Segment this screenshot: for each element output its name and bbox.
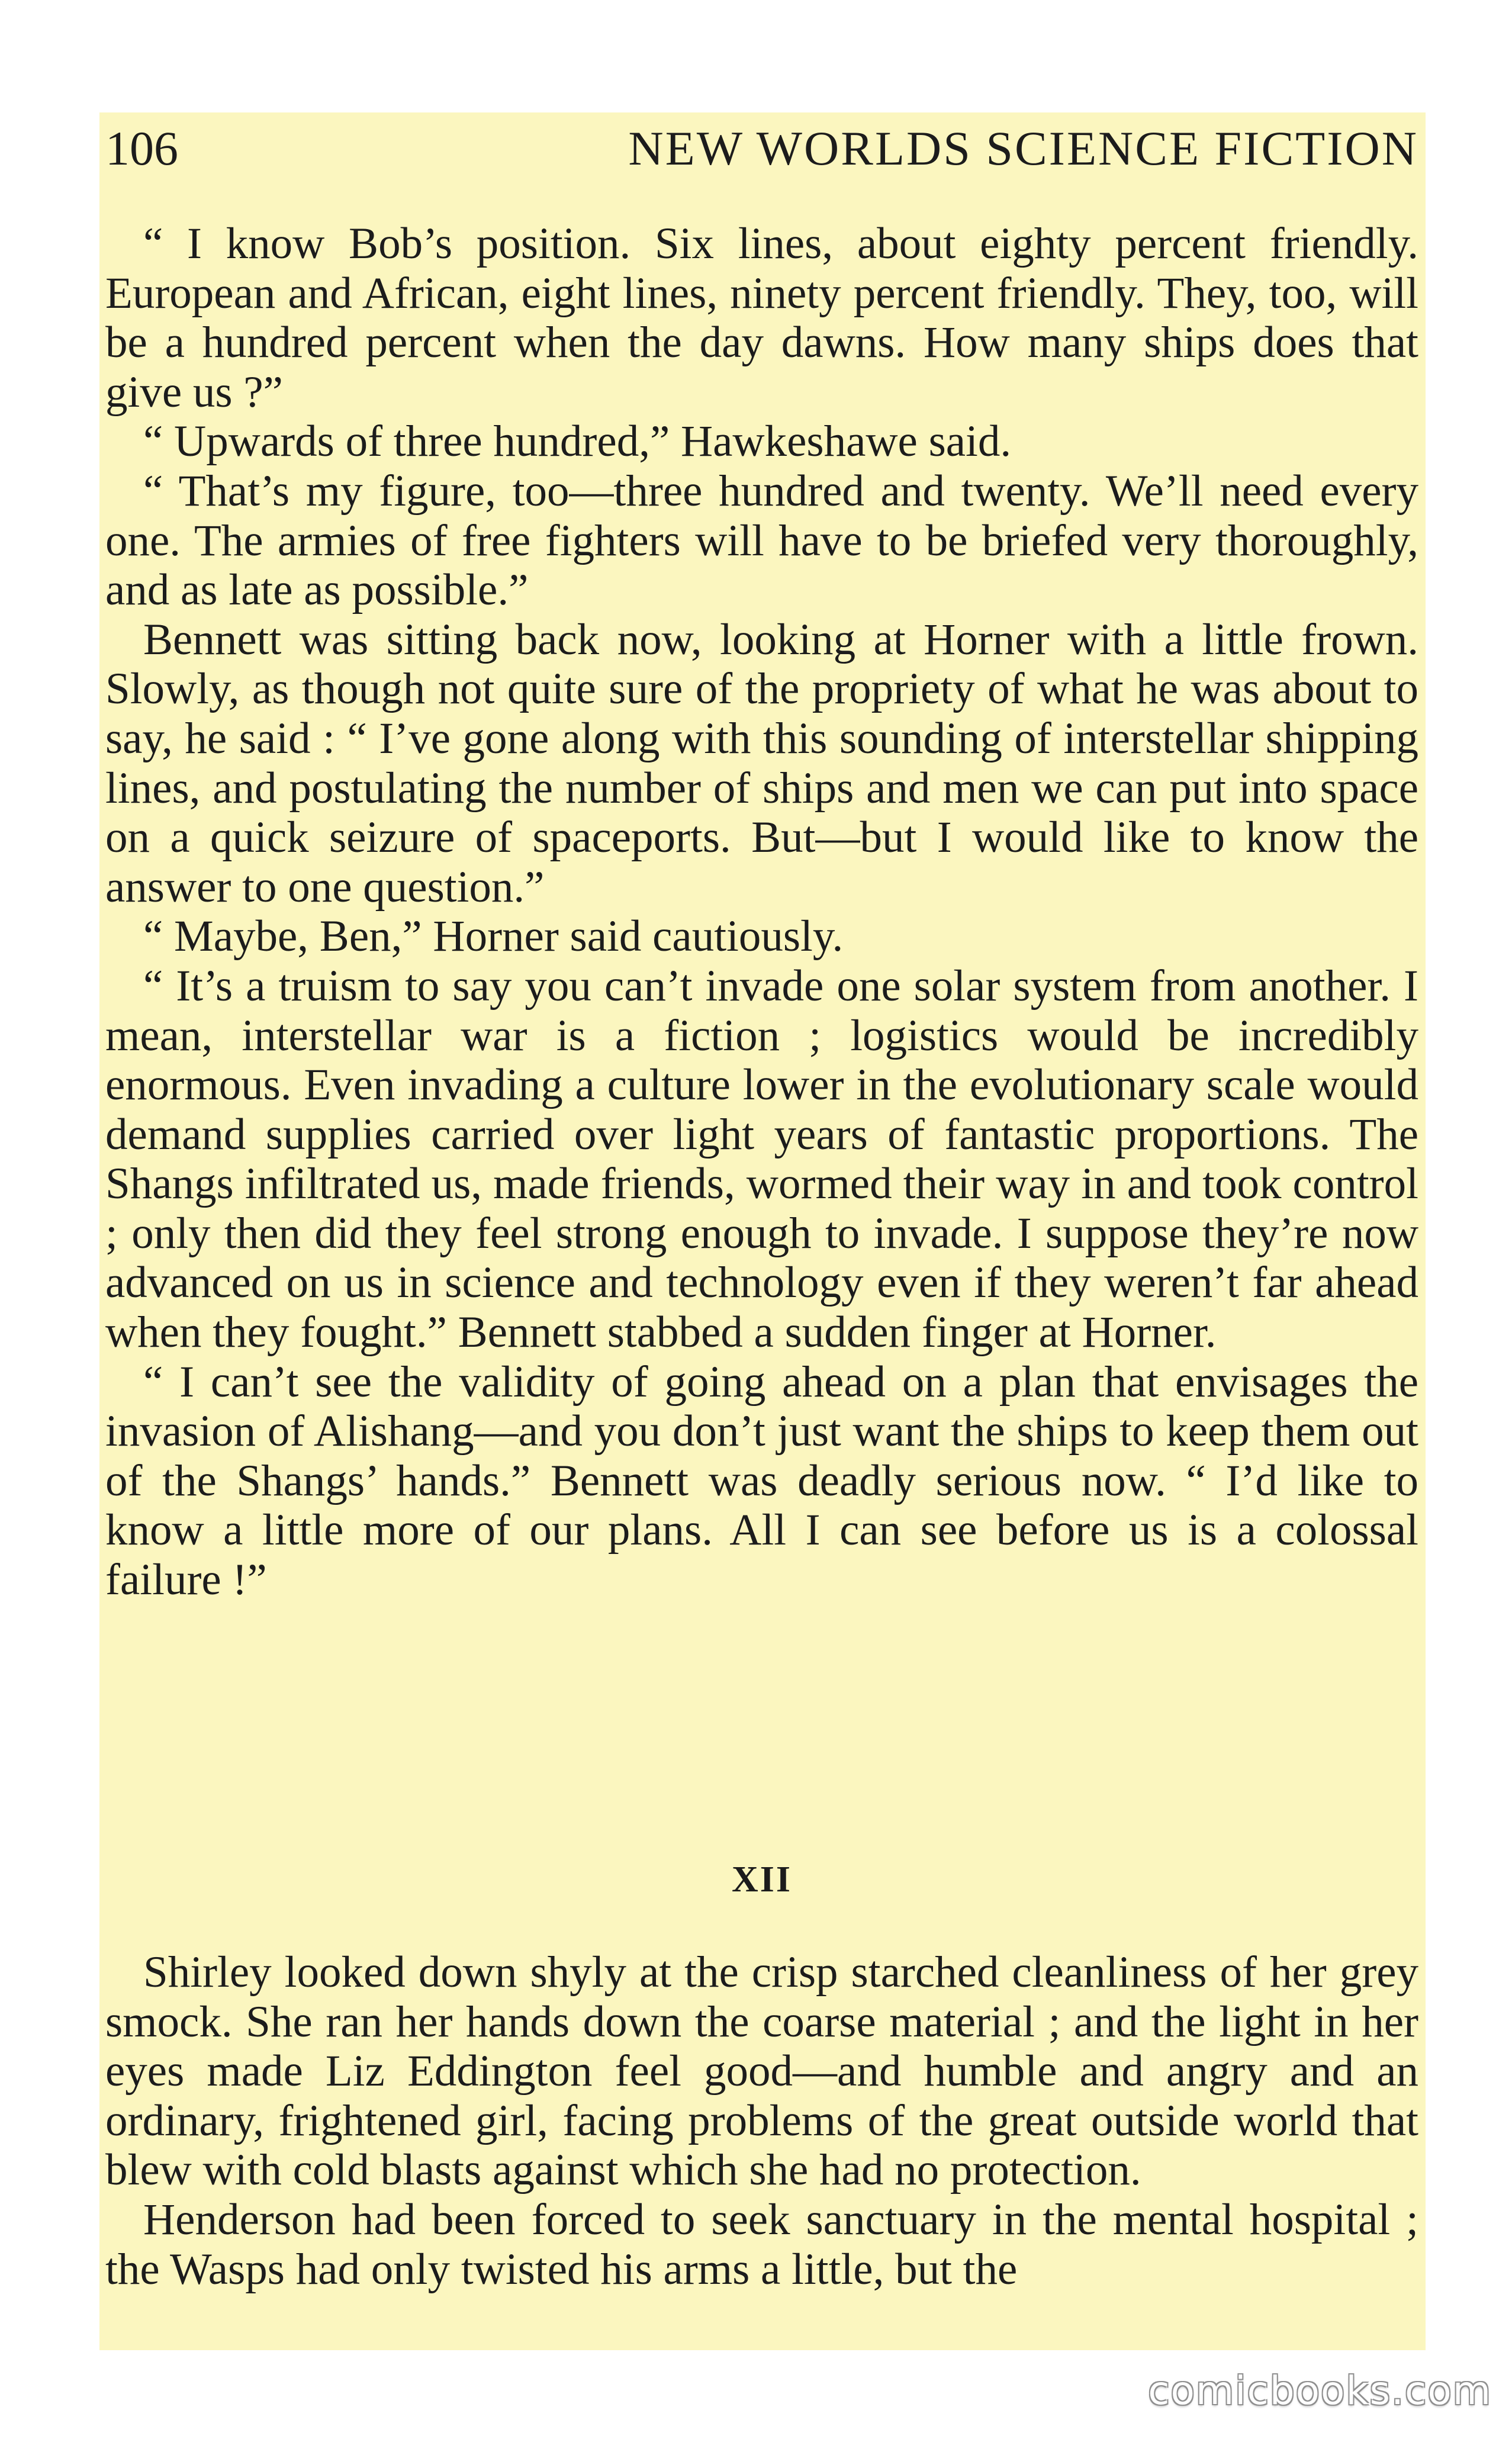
paragraph: “ Upwards of three hundred,” Hawkeshawe said. bbox=[143, 417, 1012, 466]
body-text-after-chapter bbox=[105, 1948, 1418, 2294]
paragraph: Shirley looked down shyly at the crisp starched cleanliness of her grey smock. She ran her hands down the coarse material ; and the light in her eyes made Liz Eddington feel good—and humble and angry and an ordinary, frightened girl, facing problems of the great outside world that blew with cold blasts against which she had no protection. bbox=[105, 1948, 1418, 2195]
running-title: NEW WORLDS SCIENCE FICTION bbox=[628, 121, 1418, 175]
paragraph: Bennett was sitting back now, looking at Horner with a little frown. Slowly, as though not quite sure of the propriety of what he was about to say, he said : “ I’ve gone along with this sounding of interstellar shipping lines, and postulating the number of ships and men we can put into space on a quick seizure of spaceports. But—but I would like to know the answer to one question.” bbox=[105, 614, 1418, 912]
paragraph: Henderson had been forced to seek sanctuary in the mental hospital ; the Wasps had only twisted his arms a little, but the bbox=[105, 2194, 1418, 2294]
chapter-heading: XII bbox=[731, 1859, 793, 1900]
paragraph: “ I know Bob’s position. Six lines, about eighty percent friendly. European and African, eight lines, ninety percent friendly. They, too, will be a hundred percent when the day dawns. How many ships does that give us ?” bbox=[105, 219, 1418, 417]
paragraph: “ That’s my figure, too—three hundred and twenty. We’ll need every one. The armies of free fighters will have to be briefed very thoroughly, and as late as possible.” bbox=[105, 466, 1418, 615]
paragraph: “ It’s a truism to say you can’t invade one solar system from another. I mean, interstellar war is a fiction ; logistics would be incredibly enormous. Even invading a culture lower in the evolutionary scale would demand supplies carried over light years of fantastic proportions. The Shangs infiltrated us, made friends, wormed their way in and took control ; only then did they feel strong enough to invade. I suppose they’re now advanced on us in science and technology even if they weren’t far ahead when they fought.” Bennett stabbed a sudden finger at Horner. bbox=[105, 961, 1418, 1357]
page-header bbox=[105, 116, 1418, 181]
paragraph: “ I can’t see the validity of going ahead on a plan that envisages the invasion of Alishang—and you don’t just want the ships to keep them out of the Shangs’ hands.” Bennett was deadly serious now. “ I’d like to know a little more of our plans. All I can see before us is a colossal failure !” bbox=[105, 1357, 1418, 1605]
watermark: comicbooks.com bbox=[1148, 2368, 1492, 2414]
page-number: 106 bbox=[105, 121, 178, 175]
paragraph: “ Maybe, Ben,” Horner said cautiously. bbox=[143, 912, 844, 961]
body-text-before-chapter bbox=[105, 219, 1418, 1605]
